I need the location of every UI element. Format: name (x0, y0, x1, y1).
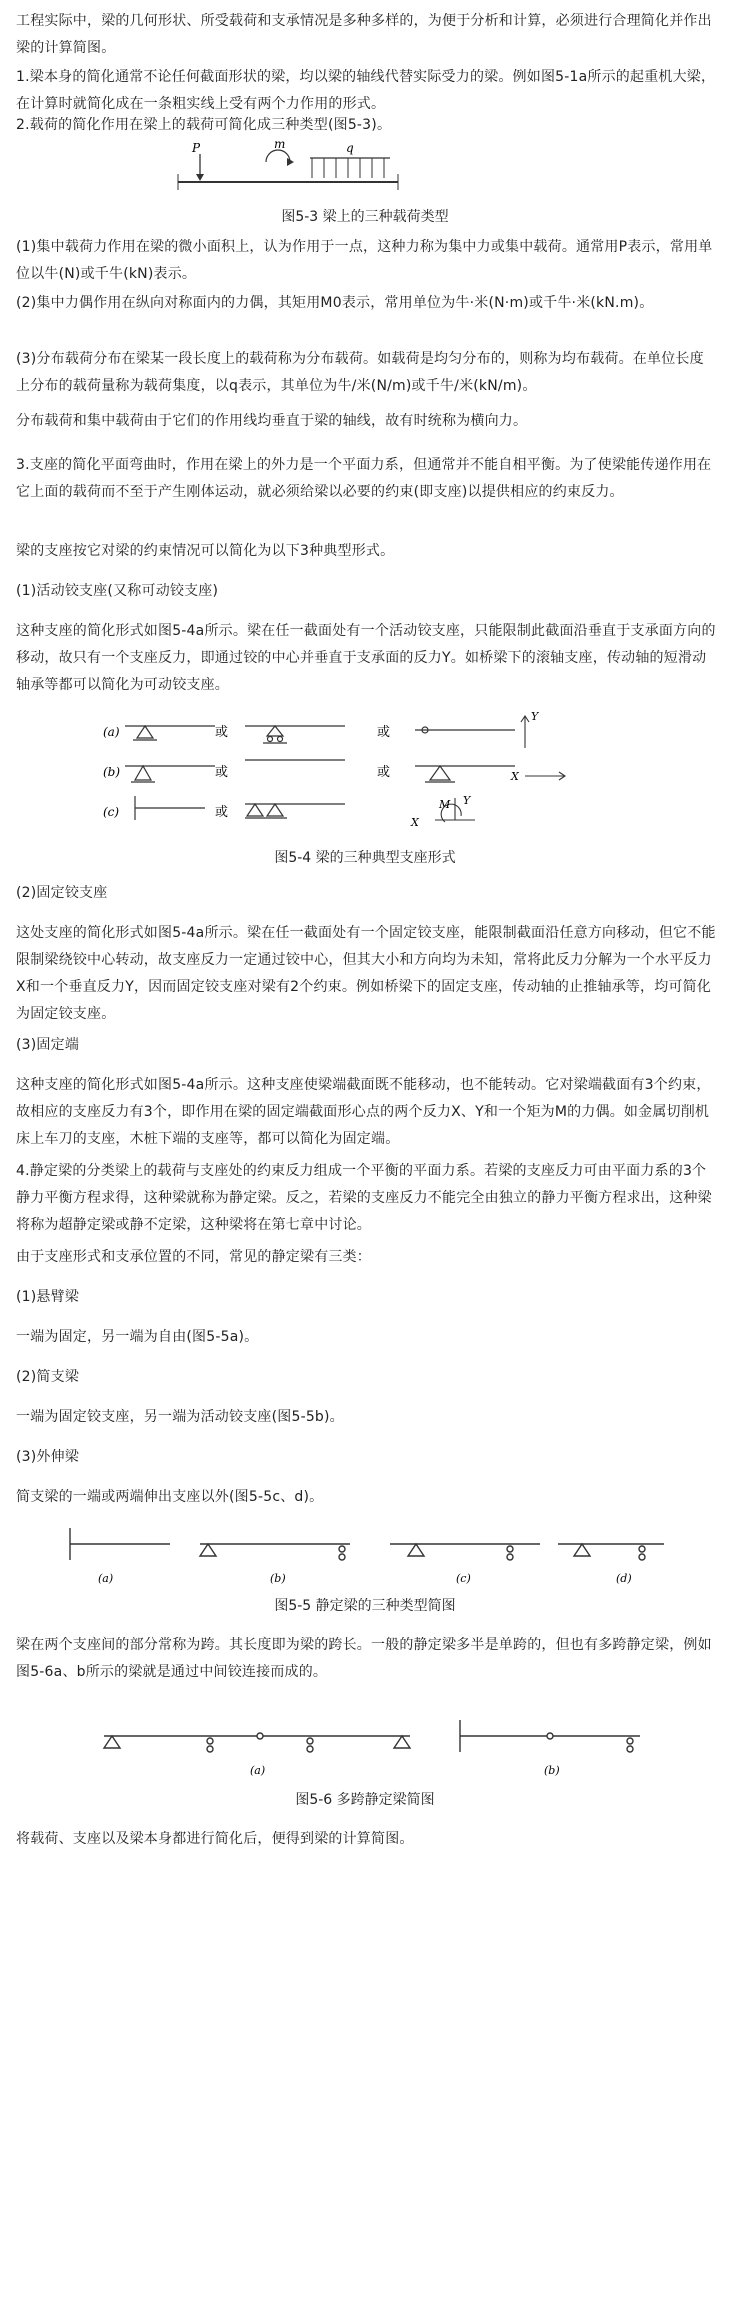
row-c-label: (c) (103, 805, 120, 819)
paragraph-support-simplification: 3.支座的简化平面弯曲时，作用在梁上的外力是一个平面力系，但通常并不能自相平衡。为了使梁能传递作用在它上面的载荷而不至于产生刚体运动，就必须给梁以必要的约束(即支座)以提供相应的约束反力。 (16, 457, 712, 500)
caption-figure-5-4: 图5-4 梁的三种典型支座形式 (274, 850, 456, 866)
paragraph-cantilever: 一端为固定，另一端为自由(图5-5a)。 (16, 1329, 259, 1345)
fixed-end-c1 (135, 796, 205, 820)
paragraph-support-types: 梁的支座按它对梁的约束情况可以简化为以下3种典型形式。 (16, 543, 395, 559)
paragraph-fixed-end: 这种支座的简化形式如图5-4a所示。这种支座使梁端截面既不能移动，也不能转动。它对梁端截面有3个约束，故相应的支座反力有3个，即作用在梁的固定端截面形心点的两个反力X、Y和一个矩为M的力偶。如金属切削机床上车刀的支座，木桩下端的支座等，都可以简化为固定端。 (16, 1077, 711, 1147)
paragraph-three-kinds: 由于支座形式和支承位置的不同，常见的静定梁有三类： (16, 1249, 371, 1265)
heading-cantilever: (1)悬臂梁 (16, 1289, 80, 1305)
reaction-x-arrow (525, 772, 565, 780)
paragraph-multi-span: 梁在两个支座间的部分常称为跨。其长度即为梁的跨长。一般的静定梁多半是单跨的，但也有多跨静定梁，例如图5-6a、b所示的梁就是通过中间铰连接而成的。 (16, 1637, 712, 1680)
or-text: 或 (377, 725, 391, 740)
cantilever-beam (70, 1528, 170, 1560)
label-d: (d) (616, 1572, 632, 1585)
heading-overhanging: (3)外伸梁 (16, 1449, 80, 1465)
label-m: M (439, 798, 451, 811)
label-x: X (411, 816, 419, 829)
fixed-end-c2 (245, 804, 345, 818)
paragraph-load-simplification: 2.载荷的简化作用在梁上的载荷可简化成三种类型(图5-3)。 (16, 117, 392, 133)
paragraph-concentrated-load: (1)集中载荷力作用在梁的微小面积上，认为作用于一点，这种力称为集中力或集中载荷。通常用P表示，常用单位以牛(N)或千牛(kN)表示。 (16, 239, 713, 282)
heading-simply-supported: (2)简支梁 (16, 1369, 80, 1385)
pinned-support-b3 (415, 766, 515, 782)
label-y: Y (463, 794, 471, 807)
label-a: (a) (98, 1572, 114, 1585)
heading-pinned-support: (2)固定铰支座 (16, 885, 108, 901)
or-text: 或 (215, 765, 229, 780)
figure-5-6-multi-span (90, 1712, 650, 1782)
couple-arc (266, 150, 290, 162)
row-b-label: (b) (103, 765, 121, 779)
label-p: P (192, 141, 201, 155)
label-b: (b) (270, 1572, 286, 1585)
label-a: (a) (250, 1764, 266, 1777)
paragraph-intro: 工程实际中，梁的几何形状、所受载荷和支承情况是多种多样的，为便于分析和计算，必须进行合理简化并作出梁的计算简图。 (16, 13, 712, 56)
label-y: Y (531, 710, 539, 723)
overhanging-beam-two-ends (558, 1544, 664, 1560)
figure-5-5-beam-types (60, 1520, 670, 1590)
paragraph-beam-simplification: 1.梁本身的简化通常不论任何截面形状的梁，均以梁的轴线代替实际受力的梁。例如图5-1a所示的起重机大梁，在计算时就简化成在一条粗实线上受有两个力作用的形式。 (16, 69, 716, 112)
label-c: (c) (456, 1572, 471, 1585)
paragraph-transverse-force: 分布载荷和集中载荷由于它们的作用线均垂直于梁的轴线，故有时统称为横向力。 (16, 413, 528, 429)
paragraph-roller-support: 这种支座的简化形式如图5-4a所示。梁在任一截面处有一个活动铰支座，只能限制此截面沿垂直于支承面方向的移动，故只有一个支座反力，即通过铰的中心并垂直于支承面的反力Y。如桥梁下的滚轴支座，传动轴的短滑动轴承等都可以简化为可动铰支座。 (16, 623, 716, 693)
paragraph-conclusion: 将载荷、支座以及梁本身都进行简化后，便得到梁的计算简图。 (16, 1831, 414, 1847)
label-b: (b) (544, 1764, 560, 1777)
caption-figure-5-6: 图5-6 多跨静定梁简图 (295, 1792, 435, 1808)
caption-figure-5-5: 图5-5 静定梁的三种类型简图 (274, 1598, 456, 1614)
label-m: m (274, 138, 286, 151)
figure-5-3-load-types (170, 138, 560, 200)
paragraph-statically-determinate: 4.静定梁的分类梁上的载荷与支座处的约束反力组成一个平衡的平面力系。若梁的支座反力可由平面力系的3个静力平衡方程求得，这种梁就称为静定梁。反之，若梁的支座反力不能完全由独立的静力平衡方程求出，这种梁将称为超静定梁或静不定梁，这种梁将在第七章中讨论。 (16, 1163, 712, 1233)
multi-span-beam-b (460, 1720, 640, 1752)
figure-5-4-support-types (95, 708, 615, 838)
roller-support-a2 (245, 726, 345, 743)
couple-arrowhead (287, 158, 294, 166)
heading-roller-support: (1)活动铰支座(又称可动铰支座) (16, 583, 219, 599)
paragraph-distributed-load: (3)分布载荷分布在梁某一段长度上的载荷称为分布载荷。如载荷是均匀分布的，则称为均布载荷。在单位长度上分布的载荷量称为载荷集度，以q表示，其单位为牛/米(N/m)或千牛/米(kN/m)。 (16, 351, 704, 394)
paragraph-overhanging: 简支梁的一端或两端伸出支座以外(图5-5c、d)。 (16, 1489, 324, 1505)
paragraph-couple: (2)集中力偶作用在纵向对称面内的力偶，其矩用M0表示，常用单位为牛·米(N·m)或千牛·米(kN.m)。 (16, 295, 654, 311)
heading-fixed-end: (3)固定端 (16, 1037, 80, 1053)
roller-support-a3 (415, 727, 515, 733)
overhanging-beam-one-end (390, 1544, 540, 1560)
paragraph-simply-supported: 一端为固定铰支座，另一端为活动铰支座(图5-5b)。 (16, 1409, 344, 1425)
caption-figure-5-3: 图5-3 梁上的三种载荷类型 (281, 209, 449, 225)
row-a-label: (a) (103, 725, 120, 739)
concentrated-load-arrowhead (196, 174, 204, 181)
or-text: 或 (215, 805, 229, 820)
label-q: q (346, 141, 354, 155)
or-text: 或 (215, 725, 229, 740)
multi-span-beam-a (104, 1733, 410, 1752)
label-x: X (511, 770, 519, 783)
roller-support-a1 (125, 726, 215, 740)
or-text: 或 (377, 765, 391, 780)
distributed-load-arrows (312, 158, 384, 178)
pinned-support-b1 (125, 766, 215, 782)
simply-supported-beam (200, 1544, 350, 1560)
paragraph-pinned-support: 这处支座的简化形式如图5-4a所示。梁在任一截面处有一个固定铰支座，能限制截面沿任意方向移动，但它不能限制梁绕铰中心转动，故支座反力一定通过铰中心，但其大小和方向均为未知，常将此反力分解为一个水平反力X和一个垂直反力Y，因而固定铰支座对梁有2个约束。例如桥梁下的固定支座，传动轴的止推轴承等，均可简化为固定铰支座。 (16, 925, 716, 1022)
reaction-y-arrow (521, 716, 529, 748)
